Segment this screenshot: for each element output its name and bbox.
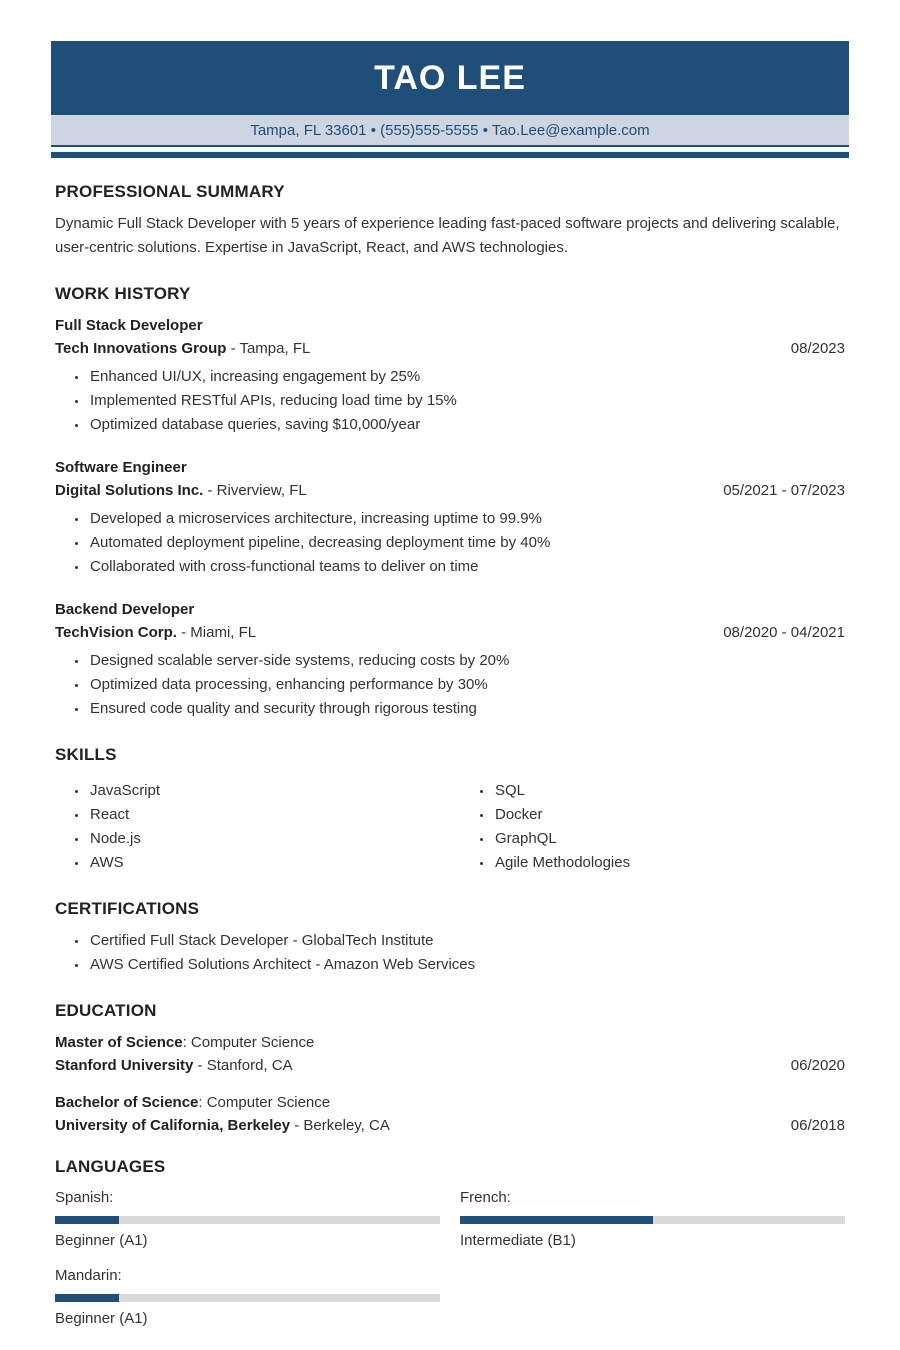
language-progress-fill <box>55 1216 119 1224</box>
job-company-line <box>55 621 845 644</box>
language-name: Spanish: <box>55 1189 114 1206</box>
language-progress-bar <box>55 1294 440 1302</box>
resume-content <box>51 182 849 1330</box>
summary-text: Dynamic Full Stack Developer with 5 years of experience leading fast-paced software projects and delivering scalable, user-centric solutions. Expertise in JavaScript, React, and AWS technologies. <box>55 215 840 256</box>
certification-item: • AWS Certified Solutions Architect - Amazon Web Services <box>88 953 845 977</box>
job-location: - Riverview, FL <box>203 482 307 499</box>
skill-item: • Docker <box>493 803 845 827</box>
job-bullet: • Developed a microservices architecture, increasing uptime to 99.9% <box>88 507 845 531</box>
work-history-heading: WORK HISTORY <box>55 284 191 303</box>
job-title: Software Engineer <box>55 459 187 476</box>
skill-item: • JavaScript <box>88 779 440 803</box>
language-item <box>55 1187 440 1252</box>
education-heading: EDUCATION <box>55 1001 157 1020</box>
languages-heading: LANGUAGES <box>55 1157 166 1176</box>
candidate-name: TAO LEE <box>374 58 526 97</box>
education-dates: 06/2020 <box>790 1057 845 1074</box>
skill-item: • SQL <box>493 779 845 803</box>
header-rule <box>51 152 849 158</box>
job-company-line <box>55 337 845 360</box>
certification-list <box>55 929 845 977</box>
job-bullet: • Automated deployment pipeline, decreasing deployment time by 40% <box>88 531 845 555</box>
education-degree: Bachelor of Science <box>55 1094 199 1111</box>
job-company-line <box>55 479 845 502</box>
skills-heading: SKILLS <box>55 745 117 764</box>
job-bullet: • Collaborated with cross-functional teams to deliver on time <box>88 555 845 579</box>
name-banner <box>51 41 849 115</box>
job-bullet: • Designed scalable server-side systems, reducing costs by 20% <box>88 649 845 673</box>
job-location: - Miami, FL <box>176 624 257 641</box>
education-school: University of California, Berkeley <box>55 1117 291 1134</box>
job-entry <box>55 456 845 579</box>
contact-line: Tampa, FL 33601 • (555)555-5555 • Tao.Lee@example.com <box>250 121 650 139</box>
education-field: : Computer Science <box>198 1094 331 1111</box>
education-entry <box>55 1031 845 1077</box>
skill-item: • React <box>88 803 440 827</box>
summary-heading: PROFESSIONAL SUMMARY <box>55 182 285 201</box>
job-bullet-list <box>55 507 845 579</box>
job-bullet-list <box>55 649 845 721</box>
education-school-line <box>55 1114 845 1137</box>
education-dates: 06/2018 <box>790 1117 845 1134</box>
education-school: Stanford University <box>55 1057 194 1074</box>
resume-header <box>51 41 849 158</box>
education-field: : Computer Science <box>182 1034 315 1051</box>
education-location: - Berkeley, CA <box>290 1117 390 1134</box>
education-degree-line <box>55 1091 845 1114</box>
section-languages <box>55 1157 845 1330</box>
job-dates: 08/2020 - 04/2021 <box>723 624 845 641</box>
education-school-line <box>55 1054 845 1077</box>
skill-item: • Agile Methodologies <box>493 851 845 875</box>
job-title: Backend Developer <box>55 601 195 618</box>
language-level: Beginner (A1) <box>55 1232 148 1249</box>
language-progress-bar <box>460 1216 845 1224</box>
job-company: Tech Innovations Group <box>55 340 227 357</box>
language-name: Mandarin: <box>55 1267 122 1284</box>
education-degree-line <box>55 1031 845 1054</box>
skill-item: • AWS <box>88 851 440 875</box>
section-work-history <box>55 284 845 721</box>
certifications-heading: CERTIFICATIONS <box>55 899 200 918</box>
section-education <box>55 1001 845 1137</box>
job-dates: 08/2023 <box>790 340 845 357</box>
job-bullet: • Ensured code quality and security through rigorous testing <box>88 697 845 721</box>
skill-item: • Node.js <box>88 827 440 851</box>
skills-grid <box>55 779 845 875</box>
education-degree: Master of Science <box>55 1034 183 1051</box>
section-skills <box>55 745 845 875</box>
skills-column-right <box>460 779 845 875</box>
skill-item: • GraphQL <box>493 827 845 851</box>
job-entry <box>55 598 845 721</box>
job-bullet: • Optimized database queries, saving $10,000/year <box>88 413 845 437</box>
job-bullet-list <box>55 365 845 437</box>
language-progress-fill <box>460 1216 653 1224</box>
job-title: Full Stack Developer <box>55 317 203 334</box>
section-summary <box>55 182 845 260</box>
language-item <box>55 1265 440 1330</box>
job-bullet: • Optimized data processing, enhancing performance by 30% <box>88 673 845 697</box>
job-company: Digital Solutions Inc. <box>55 482 204 499</box>
language-level: Beginner (A1) <box>55 1310 148 1327</box>
contact-band <box>51 115 849 147</box>
skills-column-left <box>55 779 440 875</box>
language-item <box>460 1187 845 1252</box>
language-name: French: <box>460 1189 511 1206</box>
certification-item: • Certified Full Stack Developer - GlobalTech Institute <box>88 929 845 953</box>
job-dates: 05/2021 - 07/2023 <box>723 482 845 499</box>
education-entry <box>55 1091 845 1137</box>
job-bullet: • Implemented RESTful APIs, reducing load time by 15% <box>88 389 845 413</box>
job-entry <box>55 314 845 437</box>
language-progress-fill <box>55 1294 119 1302</box>
language-progress-bar <box>55 1216 440 1224</box>
section-certifications <box>55 899 845 977</box>
job-location: - Tampa, FL <box>226 340 311 357</box>
education-location: - Stanford, CA <box>193 1057 293 1074</box>
job-company: TechVision Corp. <box>55 624 177 641</box>
job-bullet: • Enhanced UI/UX, increasing engagement by 25% <box>88 365 845 389</box>
language-level: Intermediate (B1) <box>460 1232 576 1249</box>
languages-grid <box>55 1187 845 1330</box>
